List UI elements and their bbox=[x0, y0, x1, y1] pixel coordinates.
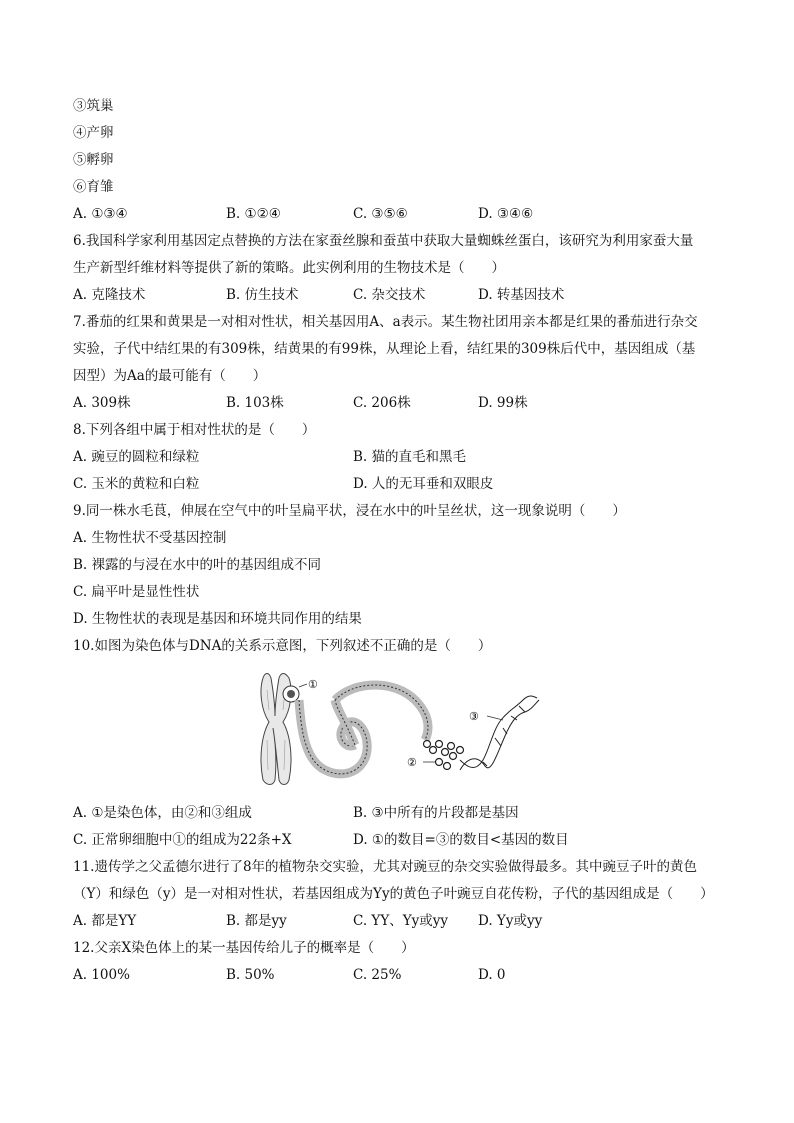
label-3: ③ bbox=[469, 710, 479, 723]
q8-stem: 8.下列各组中属于相对性状的是（ ） bbox=[73, 422, 316, 438]
q5-item-4: ④产卵 bbox=[73, 125, 114, 141]
q12-option-a[interactable]: A. 100% bbox=[73, 967, 130, 983]
q10-option-d[interactable]: D. ①的数目=③的数目<基因的数目 bbox=[353, 832, 569, 848]
q10-option-c[interactable]: C. 正常卵细胞中①的组成为22条+X bbox=[73, 832, 292, 848]
q12-stem: 12.父亲X染色体上的某一基因传给儿子的概率是（ ） bbox=[73, 940, 415, 956]
q5-option-a[interactable]: A. ①③④ bbox=[73, 206, 128, 222]
q11-stem-line-1: 11.遗传学之父孟德尔进行了8年的植物杂交实验，尤其对豌豆的杂交实验做得最多。其中豌豆子叶的黄色 bbox=[73, 859, 698, 875]
q7-option-b[interactable]: B. 103株 bbox=[226, 395, 284, 411]
q5-option-b[interactable]: B. ①②④ bbox=[226, 206, 281, 222]
q6-option-a[interactable]: A. 克隆技术 bbox=[73, 287, 146, 303]
q8-option-b[interactable]: B. 猫的直毛和黑毛 bbox=[353, 449, 467, 465]
q11-option-d[interactable]: D. Yy或yy bbox=[478, 913, 543, 929]
q7-stem-line-1: 7.番茄的红果和黄果是一对相对性状，相关基因用A、a表示。某生物社团用亲本都是红果的番茄进行杂交 bbox=[73, 314, 698, 330]
label-3-leader bbox=[487, 716, 503, 720]
q5-option-c[interactable]: C. ③⑤⑥ bbox=[353, 206, 408, 222]
q9-option-b[interactable]: B. 裸露的与浸在水中的叶的基因组成不同 bbox=[73, 557, 322, 573]
label-2: ② bbox=[407, 756, 417, 769]
q9-option-c[interactable]: C. 扁平叶是显性性状 bbox=[73, 584, 200, 600]
q11-option-a[interactable]: A. 都是YY bbox=[73, 913, 137, 929]
q11-option-c[interactable]: C. YY、Yy或yy bbox=[353, 913, 449, 929]
q12-option-d[interactable]: D. 0 bbox=[478, 967, 506, 983]
dna-double-helix bbox=[460, 696, 539, 770]
q9-option-a[interactable]: A. 生物性状不受基因控制 bbox=[73, 530, 227, 546]
magnify-dot bbox=[287, 690, 295, 698]
q8-option-a[interactable]: A. 豌豆的圆粒和绿粒 bbox=[73, 449, 200, 465]
q10-option-a[interactable]: A. ①是染色体，由②和③组成 bbox=[73, 805, 252, 821]
q10-stem: 10.如图为染色体与DNA的关系示意图，下列叙述不正确的是（ ） bbox=[73, 638, 492, 654]
q6-option-d[interactable]: D. 转基因技术 bbox=[478, 287, 565, 303]
q6-stem-line-2: 生产新型纤维材料等提供了新的策略。此实例利用的生物技术是（ ） bbox=[73, 260, 505, 276]
q6-option-b[interactable]: B. 仿生技术 bbox=[226, 287, 299, 303]
q5-item-3: ③筑巢 bbox=[73, 98, 114, 114]
q5-option-d[interactable]: D. ③④⑥ bbox=[478, 206, 534, 222]
q7-option-d[interactable]: D. 99株 bbox=[478, 395, 528, 411]
q8-option-c[interactable]: C. 玉米的黄粒和白粒 bbox=[73, 476, 200, 492]
q12-option-b[interactable]: B. 50% bbox=[226, 967, 275, 983]
chromosome-dna-diagram bbox=[255, 670, 545, 792]
q8-option-d[interactable]: D. 人的无耳垂和双眼皮 bbox=[353, 476, 494, 492]
q7-option-a[interactable]: A. 309株 bbox=[73, 395, 131, 411]
q11-stem-line-2: （Y）和绿色（y）是一对相对性状，若基因组成为Yy的黄色子叶豌豆自花传粉，子代的基因组成是（ ） bbox=[73, 886, 714, 902]
q7-option-c[interactable]: C. 206株 bbox=[353, 395, 411, 411]
q7-stem-line-3: 因型）为Aa的最可能有（ ） bbox=[73, 368, 267, 384]
q5-item-5: ⑤孵卵 bbox=[73, 152, 114, 168]
q6-stem-line-1: 6.我国科学家利用基因定点替换的方法在家蚕丝腺和蚕茧中获取大量蜘蛛丝蛋白，该研究为利用家蚕大量 bbox=[73, 233, 694, 249]
q5-item-6: ⑥育雏 bbox=[73, 179, 114, 195]
q12-option-c[interactable]: C. 25% bbox=[353, 967, 402, 983]
q10-option-b[interactable]: B. ③中所有的片段都是基因 bbox=[353, 805, 519, 821]
q9-option-d[interactable]: D. 生物性状的表现是基因和环境共同作用的结果 bbox=[73, 611, 362, 627]
q9-stem: 9.同一株水毛茛，伸展在空气中的叶呈扁平状，浸在水中的叶呈丝状，这一现象说明（ ） bbox=[73, 503, 626, 519]
q7-stem-line-2: 实验，子代中结红果的有309株，结黄果的有99株，从理论上看，结红果的309株后代中，基因组成（基 bbox=[73, 341, 696, 357]
q11-option-b[interactable]: B. 都是yy bbox=[226, 913, 287, 929]
label-1-leader bbox=[299, 684, 307, 687]
q6-option-c[interactable]: C. 杂交技术 bbox=[353, 287, 426, 303]
nucleosome-beads bbox=[424, 741, 464, 770]
label-1: ① bbox=[308, 678, 318, 691]
